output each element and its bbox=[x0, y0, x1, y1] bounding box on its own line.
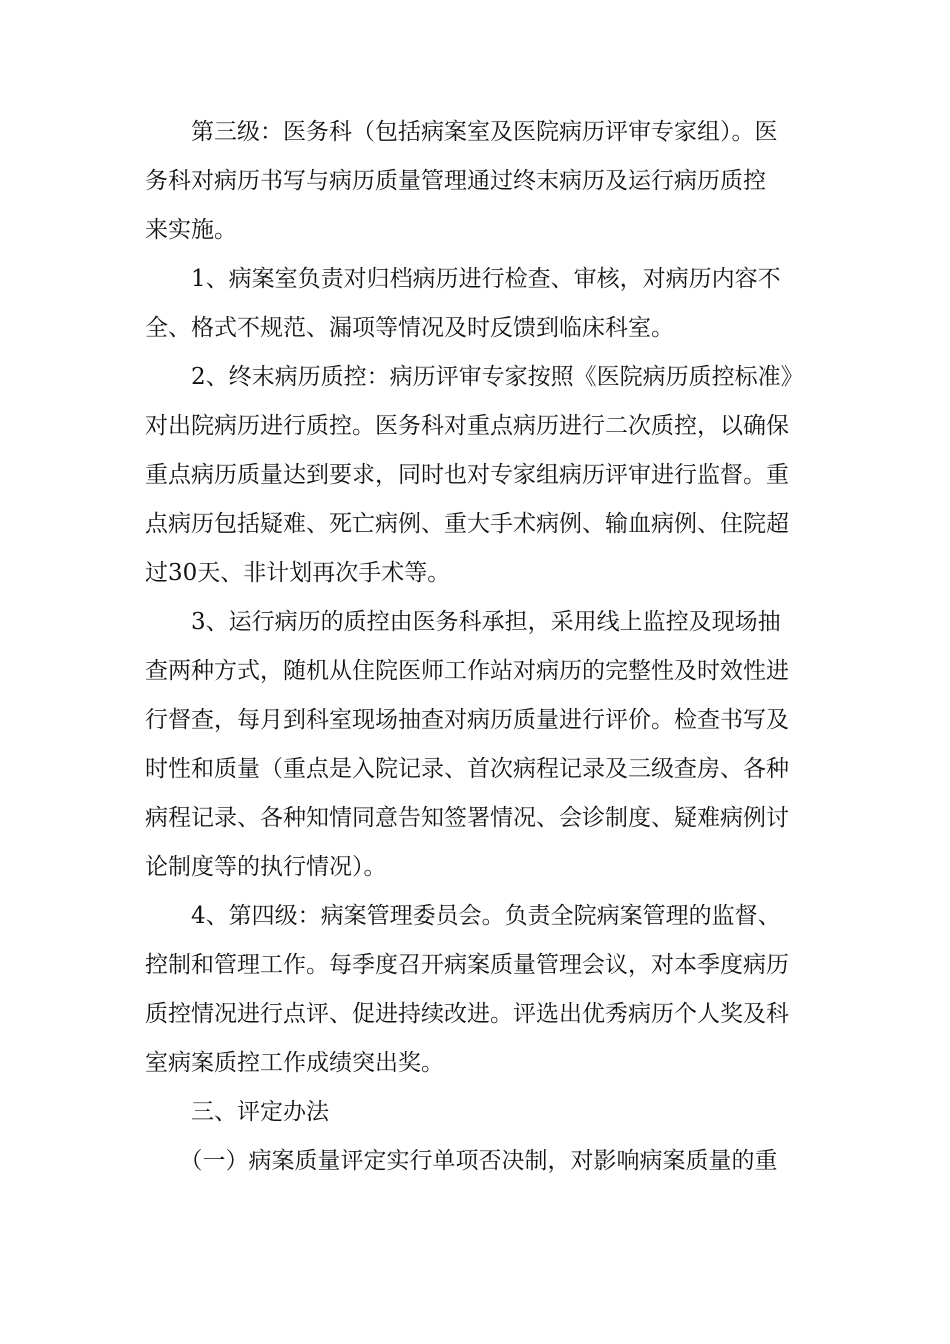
text-line: 时性和质量（重点是入院记录、首次病程记录及三级查房、各种 bbox=[145, 756, 789, 782]
text-line: 第三级：医务科（包括病案室及医院病历评审专家组）。医 bbox=[145, 119, 778, 145]
document-body bbox=[145, 108, 815, 1186]
text-line: 1、病案室负责对归档病历进行检查、审核，对病历内容不 bbox=[145, 266, 781, 292]
text-line: 4、第四级：病案管理委员会。负责全院病案管理的监督、 bbox=[145, 903, 781, 929]
text-line: 病程记录、各种知情同意告知签署情况、会诊制度、疑难病例讨 bbox=[145, 805, 789, 831]
text-line: 三、评定办法 bbox=[145, 1099, 329, 1125]
text-line: 过30天、非计划再次手术等。 bbox=[145, 560, 451, 586]
text-line: （一）病案质量评定实行单项否决制，对影响病案质量的重 bbox=[145, 1148, 778, 1174]
text-line: 行督查，每月到科室现场抽查对病历质量进行评价。检查书写及 bbox=[145, 707, 789, 733]
text-line: 质控情况进行点评、促进持续改进。评选出优秀病历个人奖及科 bbox=[145, 1001, 789, 1027]
text-line: 全、格式不规范、漏项等情况及时反馈到临床科室。 bbox=[145, 315, 674, 341]
text-line: 室病案质控工作成绩突出奖。 bbox=[145, 1050, 444, 1076]
text-line: 对出院病历进行质控。医务科对重点病历进行二次质控，以确保 bbox=[145, 413, 789, 439]
text-line: 查两种方式，随机从住院医师工作站对病历的完整性及时效性进 bbox=[145, 658, 789, 684]
text-line: 3、运行病历的质控由医务科承担，采用线上监控及现场抽 bbox=[145, 609, 781, 635]
text-line: 点病历包括疑难、死亡病例、重大手术病例、输血病例、住院超 bbox=[145, 511, 789, 537]
text-line: 论制度等的执行情况）。 bbox=[145, 854, 387, 880]
text-line: 控制和管理工作。每季度召开病案质量管理会议，对本季度病历 bbox=[145, 952, 789, 978]
text-line: 重点病历质量达到要求，同时也对专家组病历评审进行监督。重 bbox=[145, 462, 789, 488]
text-line: 来实施。 bbox=[145, 217, 237, 243]
text-line: 2、终末病历质控：病历评审专家按照《医院病历质控标准》 bbox=[145, 364, 804, 390]
text-line: 务科对病历书写与病历质量管理通过终末病历及运行病历质控 bbox=[145, 168, 766, 194]
